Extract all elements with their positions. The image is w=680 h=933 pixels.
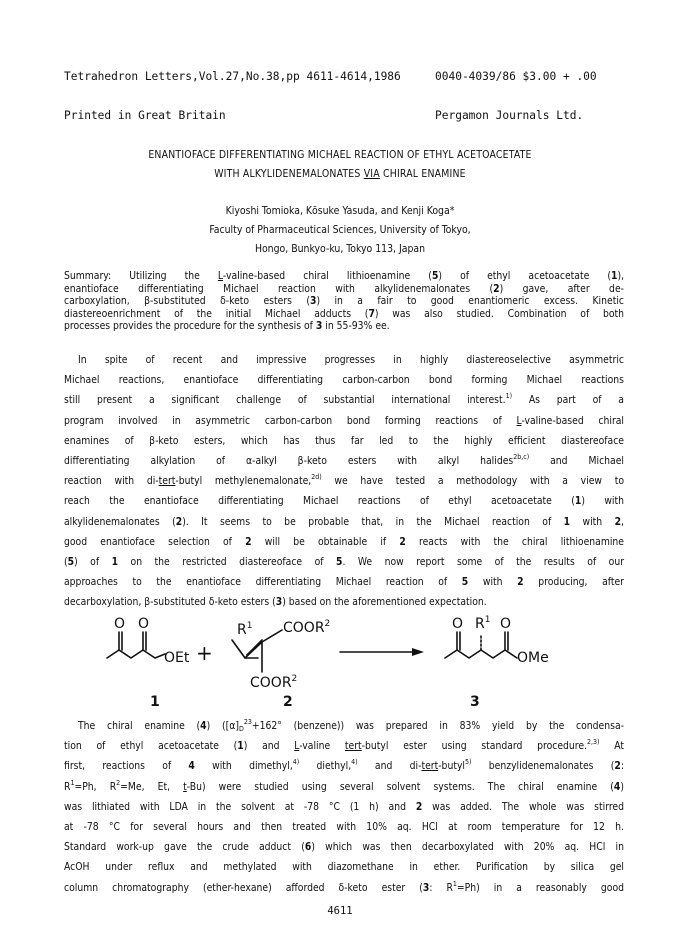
- affiliation-line-1: Faculty of Pharmaceutical Sciences, University of Tokyo,: [209, 224, 471, 236]
- body-line: still present a significant challenge of substantial international interest.$^{1)}$ As part of a: [64, 392, 624, 407]
- body-line: good enantioface selection of 2 will be obtainable if 2 reacts with the chiral lithioenamine: [64, 535, 625, 548]
- intro-paragraph: [64, 350, 624, 612]
- paper-title: [0, 149, 680, 181]
- title-line-2: WITH ALKYLIDENEMALONATES VIA CHIRAL ENAMINE: [214, 168, 466, 180]
- body-line: column chromatography (ether-hexane) afforded δ-keto ester (3: $R^1=Ph$) in a reasonably good: [64, 879, 624, 894]
- citation-line: Tetrahedron Letters,Vol.27,No.38,pp 4611-4614,1986: [64, 70, 401, 83]
- printed-in-line: Printed in Great Britain: [64, 109, 226, 122]
- oet-label: OEt: [164, 650, 190, 666]
- summary-line: enantioface differentiating Michael reaction with alkylidenemalonates (2) gave, after de-: [64, 282, 624, 295]
- body-line: In spite of recent and impressive progresses in highly diastereoselective asymmetric: [78, 354, 624, 366]
- compound-3-label: 3: [470, 694, 480, 710]
- body-line: tion of ethyl acetoacetate (1) and L-valine tert-butyl ester using standard procedure.$^{2,3)}$ At: [64, 738, 625, 753]
- publisher-info: [435, 44, 597, 135]
- body-line: reach the enantioface differentiating Michael reactions of ethyl acetoacetate (1) with: [64, 495, 624, 508]
- carbonyl-o-1a: O: [114, 616, 126, 632]
- ome-label: OMe: [517, 650, 549, 666]
- reaction-arrow: [340, 648, 424, 656]
- body-line: program involved in asymmetric carbon-carbon bond forming reactions of L-valine-based chiral: [64, 414, 624, 427]
- body-line: The chiral enamine (4) ($[\alpha]_D^{23}+162^\circ$ (benzene)) was prepared in 83% yield by the condensa-: [78, 718, 624, 733]
- body-line: decarboxylation, β-substituted δ-keto esters (3) based on the aforementioned expectation.: [64, 596, 487, 609]
- compound-1-label: 1: [150, 694, 160, 710]
- author-names: Kiyoshi Tomioka, Kōsuke Yasuda, and Kenji Koga*: [225, 205, 455, 217]
- experimental-paragraph: [64, 716, 624, 898]
- body-line: was lithiated with LDA in the solvent at -78 °C (1 h) and 2 was added. The whole was stirred: [64, 800, 624, 813]
- coor2-top-label: COOR$^2$: [283, 619, 331, 636]
- body-line: enamines of β-keto esters, which has thus far led to the highly efficient diastereoface: [64, 434, 624, 447]
- body-line: Standard work-up gave the crude adduct (6) which was then decarboxylated with 20% aq. HCl in: [64, 841, 624, 854]
- summary-line: processes provides the procedure for the synthesis of 3 in 55-93% ee.: [64, 320, 390, 333]
- reaction-scheme: [0, 612, 680, 710]
- body-line: approaches to the enantioface differentiating Michael reaction of 5 with 2 producing, after: [64, 576, 624, 589]
- summary-line: carboxylation, β-substituted δ-keto esters (3) in a fair to good enantiomeric excess. Kinetic: [64, 295, 624, 308]
- plus-sign: +: [196, 641, 213, 665]
- body-line: first, reactions of 4 with dimethyl,$^{4)}$ diethyl,$^{4)}$ and di-tert-butyl$^{5)}$ benzylidenemalonates (2:: [64, 758, 624, 773]
- body-line: alkylidenemalonates (2). It seems to be probable that, in the Michael reaction of 1 with 2,: [64, 515, 624, 528]
- body-line: Michael reactions, enantioface differentiating carbon-carbon bond forming Michael reactions: [64, 374, 624, 387]
- journal-citation: [64, 44, 401, 135]
- publisher-line: Pergamon Journals Ltd.: [435, 109, 584, 122]
- summary-line: Summary: Utilizing the L-valine-based chiral lithioenamine (5) of ethyl acetoacetate (1),: [64, 270, 625, 282]
- coor2-bottom-label: COOR$^2$: [250, 674, 298, 691]
- body-line: differentiating alkylation of α-alkyl β-keto esters with alkyl halides$^{2b,c)}$ and Michael: [64, 452, 624, 467]
- affiliation-line-2: Hongo, Bunkyo-ku, Tokyo 113, Japan: [254, 243, 426, 255]
- page-number: 4611: [327, 905, 353, 917]
- body-line: AcOH under reflux and methylated with diazomethane in ether. Purification by silica gel: [64, 861, 624, 874]
- r1-label: $R^1$: [237, 621, 253, 638]
- authors-block: [0, 205, 680, 256]
- summary-block: [64, 270, 624, 333]
- carbonyl-o-3a: O: [452, 616, 464, 632]
- r1-label-product: $R^1$: [475, 615, 491, 632]
- compound-1-structure: [107, 632, 165, 658]
- body-line: at -78 °C for several hours and then treated with 10% aq. HCl at room temperature for 12 h.: [64, 820, 624, 833]
- carbonyl-o-3b: O: [500, 616, 512, 632]
- carbonyl-o-1b: O: [138, 616, 150, 632]
- body-line: (5) of 1 on the restricted diastereoface of 5. We now report some of the results of our: [64, 555, 624, 568]
- summary-line: diastereoenrichment of the initial Michael adducts (7) was also studied. Combination of both: [64, 307, 624, 320]
- title-line-1: ENANTIOFACE DIFFERENTIATING MICHAEL REACTION OF ETHYL ACETOACETATE: [148, 149, 532, 161]
- body-line: $R^1=Ph$, $R^2=Me$, Et, t-Bu) were studied using several solvent systems. The chiral enamine (4): [64, 778, 624, 793]
- compound-2-label: 2: [283, 694, 293, 710]
- price-code-line: 0040-4039/86 $3.00 + .00: [435, 70, 597, 83]
- compound-3-structure: [445, 632, 517, 658]
- title-via: VIA: [363, 168, 380, 180]
- body-line: reaction with di-tert-butyl methylenemalonate,$^{2d)}$ we have tested a methodology with a view to: [64, 473, 624, 488]
